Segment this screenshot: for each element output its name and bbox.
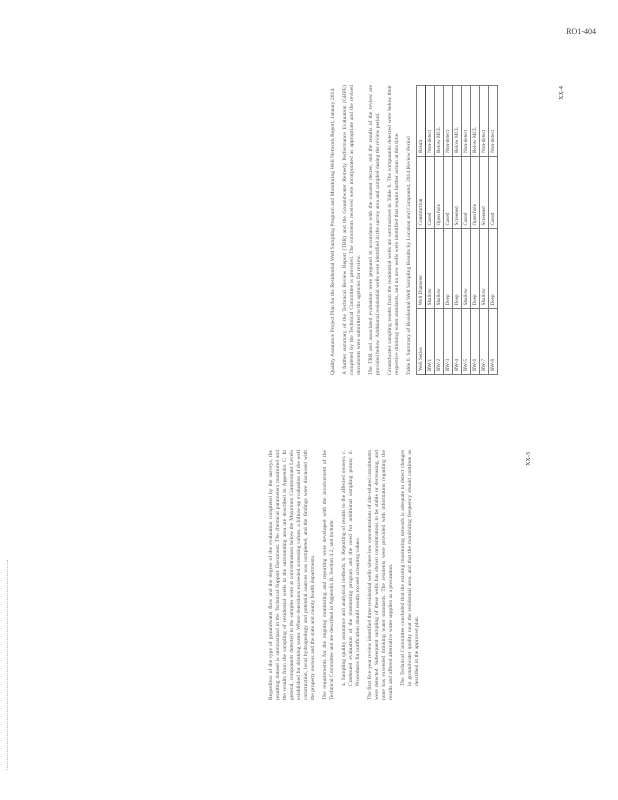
table-cell: Non-detect: [444, 86, 453, 157]
table-cell: Screened: [480, 156, 489, 228]
table-row: [471, 86, 480, 375]
table-cell: Shallow: [462, 229, 471, 309]
table-row: [444, 86, 453, 375]
table-cell: RW-4: [453, 309, 462, 375]
right-page-body: [330, 85, 498, 375]
table-cell: Deep: [444, 229, 453, 309]
left-page: [268, 450, 420, 700]
paragraph: Groundwater sampling results from the residential wells are summarized in Table 6. The compounds detected were below their respective drinking water standards, and no new wells were identified that require further action at this time.: [387, 85, 400, 375]
results-table: [416, 85, 498, 375]
table-cell: RW-7: [480, 309, 489, 375]
table-cell: Shallow: [480, 229, 489, 309]
column-header: Well Series: [417, 309, 426, 375]
table-cell: RW-1: [426, 309, 435, 375]
paragraph: a. Sampling quality assurance and analytical methods; b. Reporting of results to the affected owners; c. Continued evaluation of the monitoring program and the need for additional sampling points; d. Procedures for notification should results exceed screening values.: [341, 450, 361, 686]
table-cell: Below MCL: [453, 86, 462, 157]
column-header: Well Diameter: [417, 229, 426, 309]
table-cell: Non-detect: [462, 86, 471, 157]
doc-id: RO1-404: [566, 27, 596, 36]
table-cell: Open hole: [435, 156, 444, 228]
table-row: [453, 86, 462, 375]
table-cell: Shallow: [426, 229, 435, 309]
table-cell: Cased: [462, 156, 471, 228]
column-header: Construction: [417, 156, 426, 228]
table-cell: Open hole: [471, 156, 480, 228]
paragraph: Quality Assurance Project Plan for the Residential Well Sampling Program and Monitoring Well Network Report, January 2014.: [330, 87, 336, 375]
paragraph: The first five-year review identified three residential wells where low concentrations of site-related constituents were detected. Subsequent sampling of these wells has shown concentrations to be stable or decreasing, and none has exceeded drinking water standards. The residents were provided with information regarding the results and offered alternative water supplies as a precaution.: [367, 450, 394, 700]
paragraph: The Technical Committee concluded that the existing monitoring network is adequate to detect changes in groundwater quality near the residential area, and that the monitoring frequency should continue as described in the approved plan.: [400, 450, 420, 686]
table-cell: Cased: [489, 156, 498, 228]
table-cell: Below MCL: [471, 86, 480, 157]
page-number: XX-3: [525, 452, 532, 466]
table-cell: Cased: [444, 156, 453, 228]
table-cell: Non-detect: [426, 86, 435, 157]
table-cell: Deep: [489, 229, 498, 309]
table-cell: Non-detect: [489, 86, 498, 157]
table-cell: RW-3: [444, 309, 453, 375]
table-cell: Cased: [426, 156, 435, 228]
page-number: XX-4: [558, 86, 565, 100]
paragraph: A further summary of the Technical Review Report (TRR) and the Groundwater Remedy Performance Evaluation (GRPE) completed by the Technical Committee is provided. The comments received were incorporated as appropriate and the revised documents were submitted to the agencies for review.: [342, 85, 362, 375]
table-body: [426, 86, 498, 375]
table-cell: RW-8: [489, 309, 498, 375]
table-cell: Shallow: [435, 229, 444, 309]
table-row: [489, 86, 498, 375]
paragraph: The TRR and associated evaluation were prepared in accordance with the consent decree, and the results of the review are provided below. Additional residential wells were identified in the survey area and sampled during the review period.: [368, 85, 381, 375]
table-row: [435, 86, 444, 375]
table-caption: Table 6. Summary of Residential Well Sampling Results by Location and Compound, 2014 Review Period: [406, 136, 412, 375]
table-row: [480, 86, 489, 375]
table-cell: Non-detect: [480, 86, 489, 157]
table-cell: RW-6: [471, 309, 480, 375]
table-cell: RW-5: [462, 309, 471, 375]
table-header-row: [417, 86, 426, 375]
table-cell: Below MCL: [435, 86, 444, 157]
paragraph: The requirements for the ongoing monitoring and reporting were developed with the involvement of the Technical Committee and are described in Appendix B, Section 3.2, and include:: [322, 450, 335, 700]
column-header: Result: [417, 86, 426, 157]
table-row: [426, 86, 435, 375]
left-page-body: [268, 450, 421, 700]
right-page: [330, 85, 505, 375]
binding-edge-line: [7, 560, 9, 770]
table-cell: Deep: [453, 229, 462, 309]
table-row: [462, 86, 471, 375]
table-cell: Deep: [471, 229, 480, 309]
table-cell: Screened: [453, 156, 462, 228]
paragraph: Regardless of the type of groundwater flow and the degree of the evaluation completed by the surveys, the resulting dataset is summarized in the Technical Support Document. The chemical parameters monitored and the results from the sampling of residential wells in the surrounding area are described in Appendix C. In general, compounds detected in the samples were at concentrations below the Maximum Contaminant Levels established for drinking water. Where detections exceeded screening values, a follow-up evaluation of the well construction, local hydrogeology and potential sources was completed, and the findings were discussed with the property owners and the state and county health departments.: [268, 450, 316, 700]
table-cell: RW-2: [435, 309, 444, 375]
